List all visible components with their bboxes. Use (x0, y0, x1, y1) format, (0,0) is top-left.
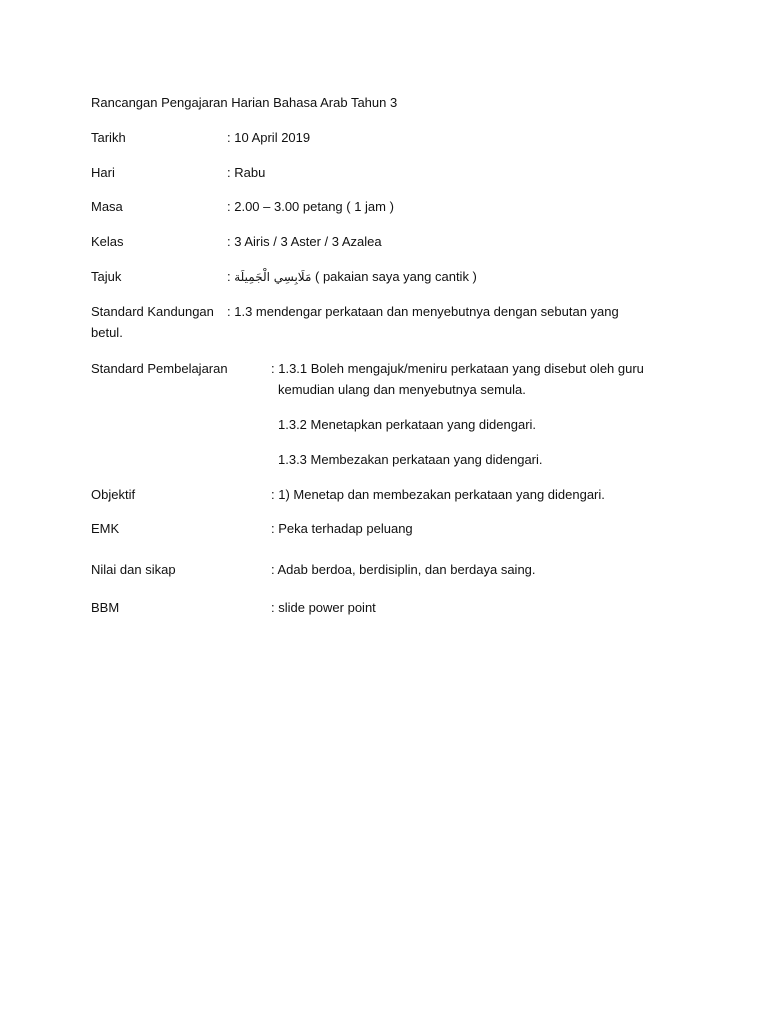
tajuk-arabic: مَلَابِسِي الْجَمِيلَة (234, 270, 312, 284)
masa-value: : 2.00 – 3.00 petang ( 1 jam ) (227, 199, 394, 214)
masa-label: Masa (91, 199, 123, 214)
bbm-value: : slide power point (271, 600, 376, 615)
tajuk-label: Tajuk (91, 269, 122, 284)
kelas-value: : 3 Airis / 3 Aster / 3 Azalea (227, 234, 382, 249)
standard-kandungan-value: : 1.3 mendengar perkataan dan menyebutnya dengan sebutan yang (227, 304, 619, 319)
tarikh-value: : 10 April 2019 (227, 130, 311, 145)
standard-pembelajaran-item2: 1.3.2 Menetapkan perkataan yang didengari. (278, 417, 537, 432)
objektif-label: Objektif (91, 487, 136, 502)
tarikh-label: Tarikh (91, 130, 126, 145)
tajuk-value (227, 269, 477, 285)
tajuk-translation: ( pakaian saya yang cantik ) (315, 269, 477, 284)
standard-pembelajaran-item1-cont: kemudian ulang dan menyebutnya semula. (278, 382, 526, 397)
emk-label: EMK (91, 521, 120, 536)
hari-label: Hari (91, 165, 115, 180)
kelas-label: Kelas (91, 234, 124, 249)
bbm-label: BBM (91, 600, 120, 615)
nilai-value: : Adab berdoa, berdisiplin, dan berdaya saing. (271, 562, 536, 577)
tajuk-colon: : (227, 269, 235, 284)
standard-pembelajaran-item1: : 1.3.1 Boleh mengajuk/meniru perkataan yang disebut oleh guru (271, 361, 644, 376)
standard-kandungan-label: Standard Kandungan (91, 304, 214, 319)
standard-kandungan-continuation: betul. (91, 325, 123, 340)
objektif-value: : 1) Menetap dan membezakan perkataan yang didengari. (271, 487, 605, 502)
document-title: Rancangan Pengajaran Harian Bahasa Arab Tahun 3 (91, 95, 398, 110)
emk-value: : Peka terhadap peluang (271, 521, 413, 536)
standard-pembelajaran-item3: 1.3.3 Membezakan perkataan yang didengari. (278, 452, 543, 467)
hari-value: : Rabu (227, 165, 266, 180)
nilai-label: Nilai dan sikap (91, 562, 176, 577)
standard-pembelajaran-label: Standard Pembelajaran (91, 361, 228, 376)
